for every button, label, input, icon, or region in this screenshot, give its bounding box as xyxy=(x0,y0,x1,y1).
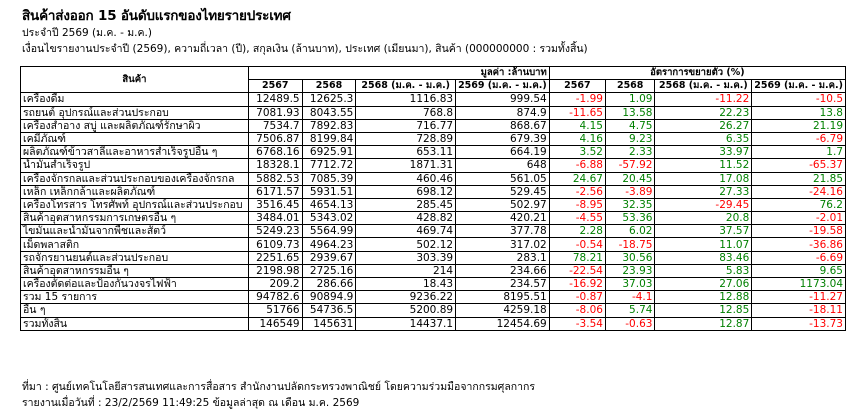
growth-cell: 9.65 xyxy=(752,264,846,277)
table-row xyxy=(21,264,846,277)
value-cell: 377.78 xyxy=(456,225,550,238)
growth-cell: 27.33 xyxy=(655,185,752,198)
growth-cell: 4.16 xyxy=(549,132,605,145)
growth-cell: 3.52 xyxy=(549,146,605,159)
product-name-cell: เครื่องสำอาง สบู่ และผลิตภัณฑ์รักษาผิว xyxy=(21,119,249,132)
growth-cell: -11.65 xyxy=(549,106,605,119)
value-cell: 209.2 xyxy=(248,278,302,291)
table-row xyxy=(21,291,846,304)
value-cell: 7085.39 xyxy=(302,172,356,185)
value-cell: 868.67 xyxy=(456,119,550,132)
export-table xyxy=(20,66,846,331)
value-cell: 2725.16 xyxy=(302,264,356,277)
value-cell: 285.45 xyxy=(356,198,456,211)
growth-cell: 76.2 xyxy=(752,198,846,211)
col-2568-period-value: 2568 (ม.ค. - ม.ค.) xyxy=(356,80,456,93)
growth-cell: 32.35 xyxy=(605,198,655,211)
col-2568-period-growth: 2568 (ม.ค. - ม.ค.) xyxy=(655,80,752,93)
growth-cell: 5.83 xyxy=(655,264,752,277)
value-cell: 420.21 xyxy=(456,212,550,225)
value-cell: 303.39 xyxy=(356,251,456,264)
value-cell: 5931.51 xyxy=(302,185,356,198)
growth-cell: 30.56 xyxy=(605,251,655,264)
product-name-cell: ผลิตภัณฑ์ข้าวสาลีและอาหารสำเร็จรูปอื่น ๆ xyxy=(21,146,249,159)
value-cell: 234.66 xyxy=(456,264,550,277)
value-cell: 502.97 xyxy=(456,198,550,211)
col-2568-value: 2568 xyxy=(302,80,356,93)
growth-cell: 37.57 xyxy=(655,225,752,238)
value-cell: 3516.45 xyxy=(248,198,302,211)
growth-cell: -8.06 xyxy=(549,304,605,317)
value-cell: 2251.65 xyxy=(248,251,302,264)
growth-cell: 17.08 xyxy=(655,172,752,185)
table-row xyxy=(21,251,846,264)
value-cell: 3484.01 xyxy=(248,212,302,225)
table-row xyxy=(21,198,846,211)
value-cell: 469.74 xyxy=(356,225,456,238)
growth-cell: 5.74 xyxy=(605,304,655,317)
value-cell: 8043.55 xyxy=(302,106,356,119)
table-row xyxy=(21,238,846,251)
growth-cell: 2.33 xyxy=(605,146,655,159)
growth-cell: -3.54 xyxy=(549,317,605,330)
value-cell: 18.43 xyxy=(356,278,456,291)
table-row xyxy=(21,159,846,172)
table-row xyxy=(21,172,846,185)
value-cell: 5564.99 xyxy=(302,225,356,238)
page-title: สินค้าส่งออก 15 อันดับแรกของไทยรายประเทศ xyxy=(22,8,291,24)
product-name-cell: เครื่องตัดต่อและป้องกันวงจรไฟฟ้า xyxy=(21,278,249,291)
growth-cell: -57.92 xyxy=(605,159,655,172)
growth-cell: 11.07 xyxy=(655,238,752,251)
value-cell: 529.45 xyxy=(456,185,550,198)
growth-group-header: อัตราการขยายตัว (%) xyxy=(549,67,845,80)
growth-cell: -13.73 xyxy=(752,317,846,330)
report-conditions: เงื่อนไขรายงานประจำปี (2569), ความถี่เวลา (ปี), สกุลเงิน (ล้านบาท), ประเทศ (เมียนมา), สินค้า (000000000 : รวมทั้งสิ้น) xyxy=(22,43,588,55)
value-cell: 51766 xyxy=(248,304,302,317)
value-cell: 653.11 xyxy=(356,146,456,159)
value-cell: 6171.57 xyxy=(248,185,302,198)
value-cell: 7712.72 xyxy=(302,159,356,172)
growth-cell: -2.56 xyxy=(549,185,605,198)
growth-cell: -6.79 xyxy=(752,132,846,145)
growth-cell: -19.58 xyxy=(752,225,846,238)
product-name-cell: สินค้าอุตสาหกรรมการเกษตรอื่น ๆ xyxy=(21,212,249,225)
product-name-cell: เคมีภัณฑ์ xyxy=(21,132,249,145)
growth-cell: 12.85 xyxy=(655,304,752,317)
growth-cell: -3.89 xyxy=(605,185,655,198)
growth-cell: 13.8 xyxy=(752,106,846,119)
value-cell: 698.12 xyxy=(356,185,456,198)
value-cell: 1871.31 xyxy=(356,159,456,172)
col-2567-value: 2567 xyxy=(248,80,302,93)
growth-cell: -8.95 xyxy=(549,198,605,211)
growth-cell: -29.45 xyxy=(655,198,752,211)
value-cell: 6925.91 xyxy=(302,146,356,159)
growth-cell: 1.09 xyxy=(605,93,655,106)
value-cell: 728.89 xyxy=(356,132,456,145)
growth-cell: -0.54 xyxy=(549,238,605,251)
value-cell: 999.54 xyxy=(456,93,550,106)
growth-cell: -4.55 xyxy=(549,212,605,225)
product-name-cell: รวม 15 รายการ xyxy=(21,291,249,304)
growth-cell: -18.75 xyxy=(605,238,655,251)
value-cell: 1116.83 xyxy=(356,93,456,106)
value-cell: 283.1 xyxy=(456,251,550,264)
growth-cell: 12.87 xyxy=(655,317,752,330)
value-cell: 54736.5 xyxy=(302,304,356,317)
value-cell: 317.02 xyxy=(456,238,550,251)
growth-cell: 12.88 xyxy=(655,291,752,304)
value-cell: 18328.1 xyxy=(248,159,302,172)
value-cell: 9236.22 xyxy=(356,291,456,304)
product-name-cell: อื่น ๆ xyxy=(21,304,249,317)
col-2567-growth: 2567 xyxy=(549,80,605,93)
value-cell: 460.46 xyxy=(356,172,456,185)
growth-cell: 26.27 xyxy=(655,119,752,132)
source-note: ที่มา : ศูนย์เทคโนโลยีสารสนเทศและการสื่อสาร สำนักงานปลัดกระทรวงพาณิชย์ โดยความร่วมมือจากกรมศุลกากร xyxy=(22,381,536,393)
growth-cell: -24.16 xyxy=(752,185,846,198)
product-name-cell: สินค้าอุตสาหกรรมอื่น ๆ xyxy=(21,264,249,277)
value-cell: 4964.23 xyxy=(302,238,356,251)
product-header: สินค้า xyxy=(21,67,249,93)
product-name-cell: เหล็ก เหล็กกล้าและผลิตภัณฑ์ xyxy=(21,185,249,198)
value-cell: 679.39 xyxy=(456,132,550,145)
growth-cell: -6.69 xyxy=(752,251,846,264)
value-cell: 14437.1 xyxy=(356,317,456,330)
product-name-cell: รวมทั้งสิ้น xyxy=(21,317,249,330)
growth-cell: -0.87 xyxy=(549,291,605,304)
growth-cell: 83.46 xyxy=(655,251,752,264)
product-name-cell: เครื่องโทรสาร โทรศัพท์ อุปกรณ์และส่วนประกอบ xyxy=(21,198,249,211)
growth-cell: -4.1 xyxy=(605,291,655,304)
value-cell: 664.19 xyxy=(456,146,550,159)
growth-cell: 13.58 xyxy=(605,106,655,119)
growth-cell: 1.7 xyxy=(752,146,846,159)
value-cell: 5200.89 xyxy=(356,304,456,317)
table-row xyxy=(21,146,846,159)
value-cell: 7534.7 xyxy=(248,119,302,132)
value-cell: 234.57 xyxy=(456,278,550,291)
growth-cell: 2.28 xyxy=(549,225,605,238)
growth-cell: -16.92 xyxy=(549,278,605,291)
value-cell: 874.9 xyxy=(456,106,550,119)
growth-cell: -18.11 xyxy=(752,304,846,317)
table-row xyxy=(21,212,846,225)
value-cell: 4654.13 xyxy=(302,198,356,211)
growth-cell: 11.52 xyxy=(655,159,752,172)
value-cell: 6768.16 xyxy=(248,146,302,159)
growth-cell: 4.75 xyxy=(605,119,655,132)
value-cell: 502.12 xyxy=(356,238,456,251)
value-cell: 648 xyxy=(456,159,550,172)
growth-cell: -11.27 xyxy=(752,291,846,304)
value-group-header: มูลค่า :ล้านบาท xyxy=(248,67,549,80)
growth-cell: 4.15 xyxy=(549,119,605,132)
report-period: ประจำปี 2569 (ม.ค. - ม.ค.) xyxy=(22,27,152,39)
value-cell: 7892.83 xyxy=(302,119,356,132)
product-name-cell: เม็ดพลาสติก xyxy=(21,238,249,251)
value-cell: 94782.6 xyxy=(248,291,302,304)
growth-cell: -22.54 xyxy=(549,264,605,277)
product-name-cell: รถจักรยานยนต์และส่วนประกอบ xyxy=(21,251,249,264)
growth-cell: -1.99 xyxy=(549,93,605,106)
value-cell: 12454.69 xyxy=(456,317,550,330)
product-name-cell: เครื่องดื่ม xyxy=(21,93,249,106)
col-2569-period-value: 2569 (ม.ค. - ม.ค.) xyxy=(456,80,550,93)
value-cell: 4259.18 xyxy=(456,304,550,317)
table-row xyxy=(21,93,846,106)
value-cell: 7506.87 xyxy=(248,132,302,145)
growth-cell: -2.01 xyxy=(752,212,846,225)
growth-cell: 9.23 xyxy=(605,132,655,145)
value-cell: 2198.98 xyxy=(248,264,302,277)
growth-cell: 6.35 xyxy=(655,132,752,145)
growth-cell: -0.63 xyxy=(605,317,655,330)
value-cell: 286.66 xyxy=(302,278,356,291)
table-row xyxy=(21,106,846,119)
table-row xyxy=(21,132,846,145)
value-cell: 6109.73 xyxy=(248,238,302,251)
table-row xyxy=(21,225,846,238)
value-cell: 12489.5 xyxy=(248,93,302,106)
value-cell: 7081.93 xyxy=(248,106,302,119)
report-timestamp: รายงานเมื่อวันที่ : 23/2/2569 11:49:25 ข้อมูลล่าสุด ณ เดือน ม.ค. 2569 xyxy=(22,397,360,409)
growth-cell: 53.36 xyxy=(605,212,655,225)
growth-cell: 21.85 xyxy=(752,172,846,185)
growth-cell: -11.22 xyxy=(655,93,752,106)
value-cell: 5343.02 xyxy=(302,212,356,225)
product-name-cell: รถยนต์ อุปกรณ์และส่วนประกอบ xyxy=(21,106,249,119)
growth-cell: -10.5 xyxy=(752,93,846,106)
col-2569-period-growth: 2569 (ม.ค. - ม.ค.) xyxy=(752,80,846,93)
growth-cell: 23.93 xyxy=(605,264,655,277)
value-cell: 8195.51 xyxy=(456,291,550,304)
value-cell: 12625.3 xyxy=(302,93,356,106)
value-cell: 716.77 xyxy=(356,119,456,132)
table-row xyxy=(21,185,846,198)
table-row xyxy=(21,317,846,330)
value-cell: 146549 xyxy=(248,317,302,330)
table-row xyxy=(21,304,846,317)
growth-cell: -65.37 xyxy=(752,159,846,172)
value-cell: 90894.9 xyxy=(302,291,356,304)
product-name-cell: ไขมันและน้ำมันจากพืชและสัตว์ xyxy=(21,225,249,238)
growth-cell: 24.67 xyxy=(549,172,605,185)
growth-cell: -6.88 xyxy=(549,159,605,172)
value-cell: 5882.53 xyxy=(248,172,302,185)
value-cell: 2939.67 xyxy=(302,251,356,264)
value-cell: 561.05 xyxy=(456,172,550,185)
table-row xyxy=(21,278,846,291)
value-cell: 5249.23 xyxy=(248,225,302,238)
product-name-cell: เครื่องจักรกลและส่วนประกอบของเครื่องจักรกล xyxy=(21,172,249,185)
growth-cell: 6.02 xyxy=(605,225,655,238)
value-cell: 145631 xyxy=(302,317,356,330)
value-cell: 768.8 xyxy=(356,106,456,119)
growth-cell: 27.06 xyxy=(655,278,752,291)
col-2568-growth: 2568 xyxy=(605,80,655,93)
value-cell: 8199.84 xyxy=(302,132,356,145)
growth-cell: 22.23 xyxy=(655,106,752,119)
table-row xyxy=(21,119,846,132)
growth-cell: 37.03 xyxy=(605,278,655,291)
value-cell: 428.82 xyxy=(356,212,456,225)
growth-cell: 33.97 xyxy=(655,146,752,159)
growth-cell: 1173.04 xyxy=(752,278,846,291)
growth-cell: 20.8 xyxy=(655,212,752,225)
growth-cell: 20.45 xyxy=(605,172,655,185)
value-cell: 214 xyxy=(356,264,456,277)
product-name-cell: น้ำมันสำเร็จรูป xyxy=(21,159,249,172)
growth-cell: -36.86 xyxy=(752,238,846,251)
growth-cell: 21.19 xyxy=(752,119,846,132)
growth-cell: 78.21 xyxy=(549,251,605,264)
